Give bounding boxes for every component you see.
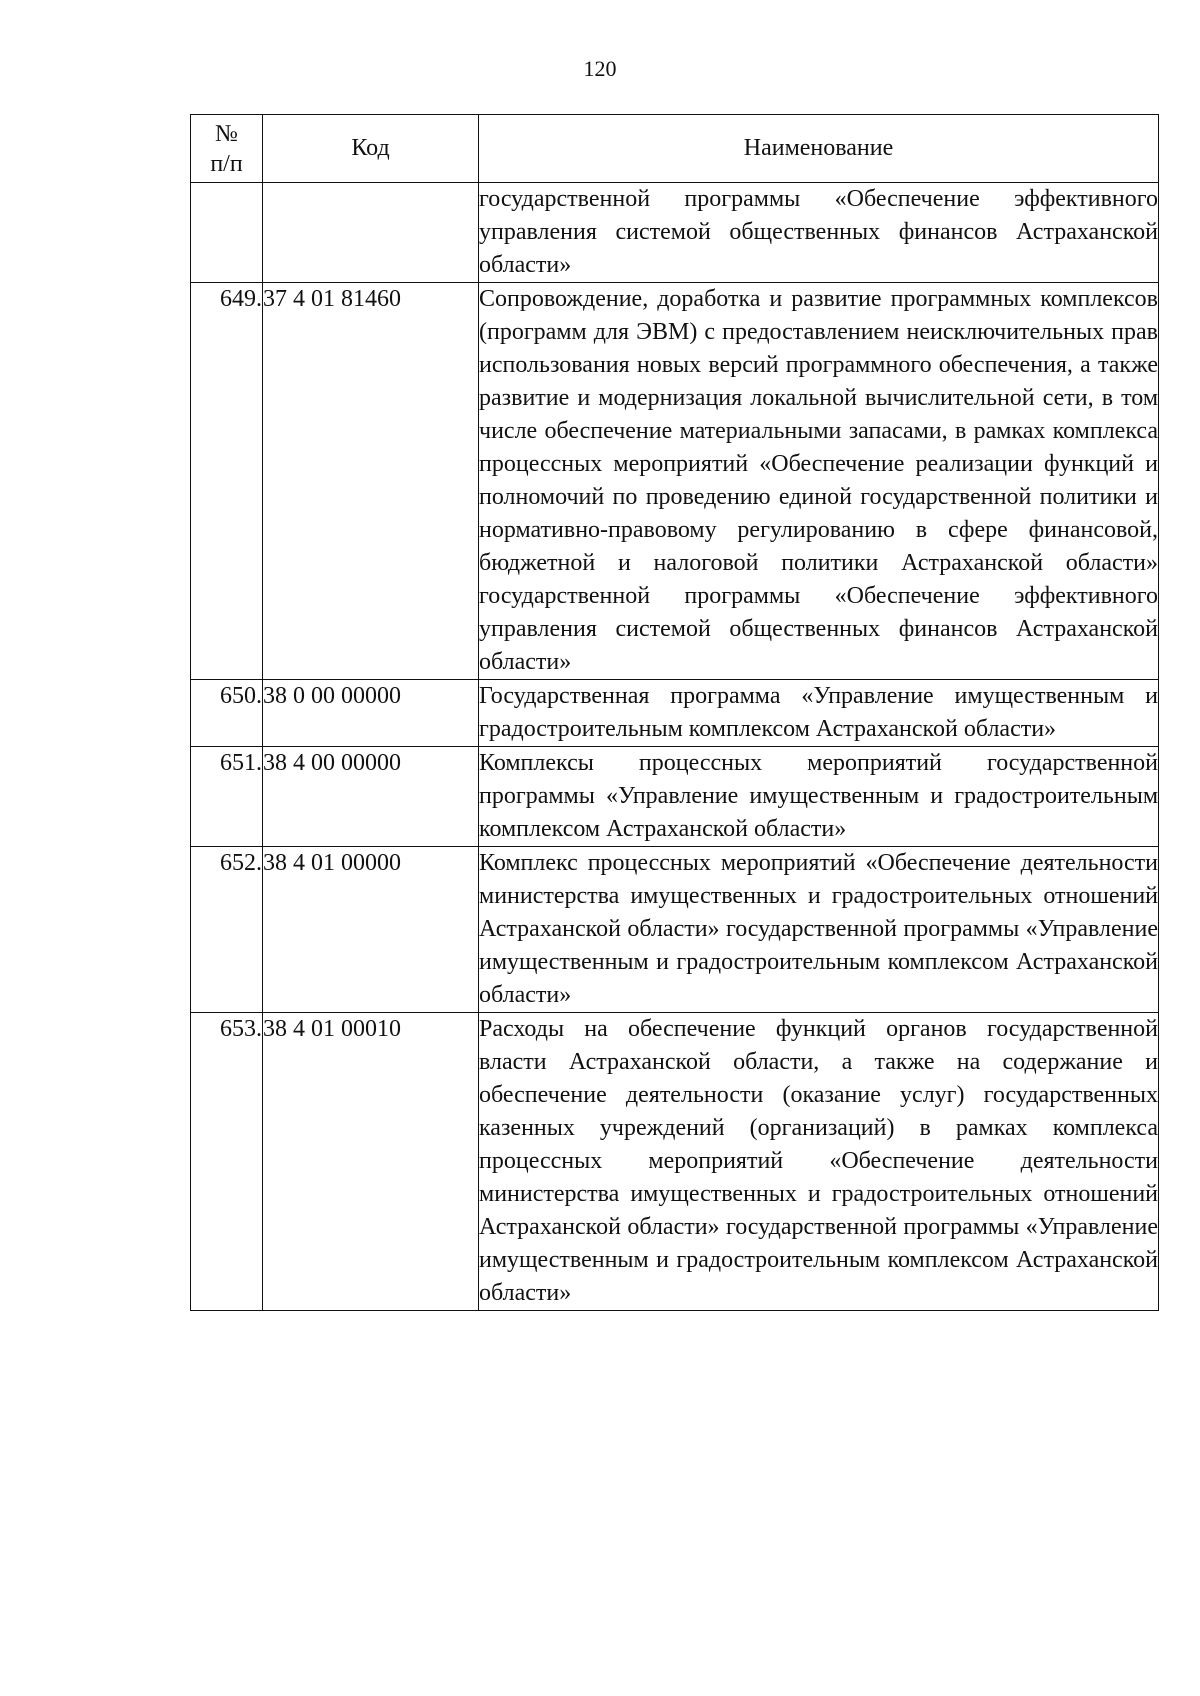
- row-number: 652.: [191, 847, 263, 1013]
- table-row: [191, 283, 1159, 680]
- row-code: 38 4 00 00000: [263, 747, 479, 847]
- row-number: 650.: [191, 680, 263, 747]
- table-header-row: [191, 115, 1159, 183]
- budget-code-table: [190, 114, 1159, 1311]
- header-number-symbol: №: [215, 120, 238, 147]
- row-name: Сопровождение, доработка и развитие программных комплексов (программ для ЭВМ) с предоставлением неисключительных прав использования новых версий программного обеспечения, а также развитие и модернизация локальной вычислительной сети, в том числе обеспечение материальными запасами, в рамках комплекса процессных мероприятий «Обеспечение реализации функций и полномочий по проведению единой государственной политики и нормативно-правовому регулированию в сфере финансовой, бюджетной и налоговой политики Астраханской области» государственной программы «Обеспечение эффективного управления системой общественных финансов Астраханской области»: [479, 283, 1159, 680]
- row-number: 649.: [191, 283, 263, 680]
- row-code: 38 0 00 00000: [263, 680, 479, 747]
- header-number-subtitle: п/п: [210, 150, 243, 177]
- header-name: Наименование: [479, 115, 1159, 183]
- table-row: [191, 1013, 1159, 1311]
- row-name: Государственная программа «Управление имущественным и градостроительным комплексом Астраханской области»: [479, 680, 1159, 747]
- header-number: [191, 115, 263, 183]
- row-name: Комплексы процессных мероприятий государственной программы «Управление имущественным и градостроительным комплексом Астраханской области»: [479, 747, 1159, 847]
- row-number: [191, 183, 263, 283]
- row-code: 37 4 01 81460: [263, 283, 479, 680]
- table-row: [191, 747, 1159, 847]
- row-code: 38 4 01 00000: [263, 847, 479, 1013]
- row-number: 653.: [191, 1013, 263, 1311]
- header-code: Код: [263, 115, 479, 183]
- row-name: Расходы на обеспечение функций органов государственной власти Астраханской области, а также на содержание и обеспечение деятельности (оказание услуг) государственных казенных учреждений (организаций) в рамках комплекса процессных мероприятий «Обеспечение деятельности министерства имущественных и градостроительных отношений Астраханской области» государственной программы «Управление имущественным и градостроительным комплексом Астраханской области»: [479, 1013, 1159, 1311]
- row-name: государственной программы «Обеспечение эффективного управления системой общественных финансов Астраханской области»: [479, 183, 1159, 283]
- page-number: 120: [583, 56, 617, 81]
- row-name: Комплекс процессных мероприятий «Обеспечение деятельности министерства имущественных и градостроительных отношений Астраханской области» государственной программы «Управление имущественным и градостроительным комплексом Астраханской области»: [479, 847, 1159, 1013]
- row-code: [263, 183, 479, 283]
- row-number: 651.: [191, 747, 263, 847]
- table-row: [191, 680, 1159, 747]
- row-code: 38 4 01 00010: [263, 1013, 479, 1311]
- table-row: [191, 183, 1159, 283]
- table-row: [191, 847, 1159, 1013]
